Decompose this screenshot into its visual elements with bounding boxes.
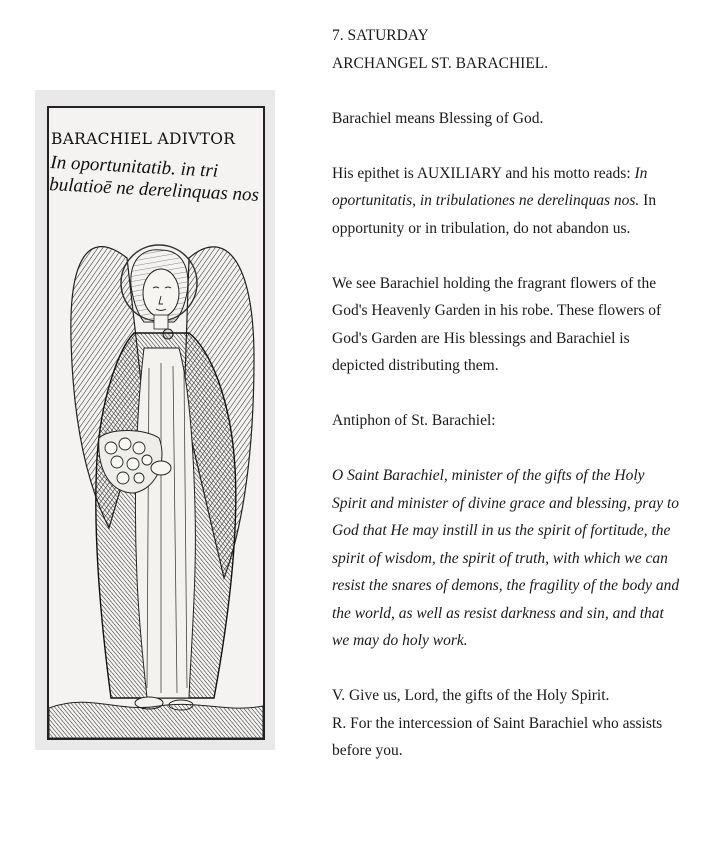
intro-paragraph: Barachiel means Blessing of God. <box>332 109 544 127</box>
antiphon-title: Antiphon of St. Barachiel: <box>332 412 496 429</box>
article-text <box>332 22 682 765</box>
engraving-motto-line: bulatioē ne derelinquas nos <box>48 173 260 206</box>
engraving-frame <box>47 106 265 740</box>
engraving-image <box>35 90 275 750</box>
antiphon-text: O Saint Barachiel, minister of the gifts of the Holy Spirit and minister of divine grace and blessing, pray to God that He may instill in us the spirit of fortitude, the spirit of wisdom, the spirit of truth, with which we can resist the snares of demons, the fragility of the body and the world, as well as resist darkness and sin, and that we may do holy work. <box>332 467 680 649</box>
epithet-lead: His epithet is AUXILIARY and his motto reads: <box>332 164 631 182</box>
engraving-title: BARACHIEL ADIVTOR <box>51 130 236 148</box>
latin-motto: In oportunitatis, in tribulationes ne derelinquas nos. <box>332 164 648 209</box>
archangel-heading: ARCHANGEL ST. BARACHIEL. <box>332 54 549 72</box>
epithet-paragraph <box>332 160 682 243</box>
response: R. For the intercession of Saint Barachiel who assists before you. <box>332 714 663 759</box>
engraving-motto-line: In oportunitatib. in tri <box>49 152 219 182</box>
description-paragraph: We see Barachiel holding the fragrant flowers of the God's Heavenly Garden in his robe. These flowers of God's Garden are His blessings and Barachiel is depicted distributing them. <box>332 274 662 374</box>
versicle: V. Give us, Lord, the gifts of the Holy Spirit. <box>332 687 610 704</box>
day-heading: 7. SATURDAY <box>332 27 429 44</box>
motto-translation: In opportunity or in tribulation, do not abandon us. <box>332 192 657 237</box>
